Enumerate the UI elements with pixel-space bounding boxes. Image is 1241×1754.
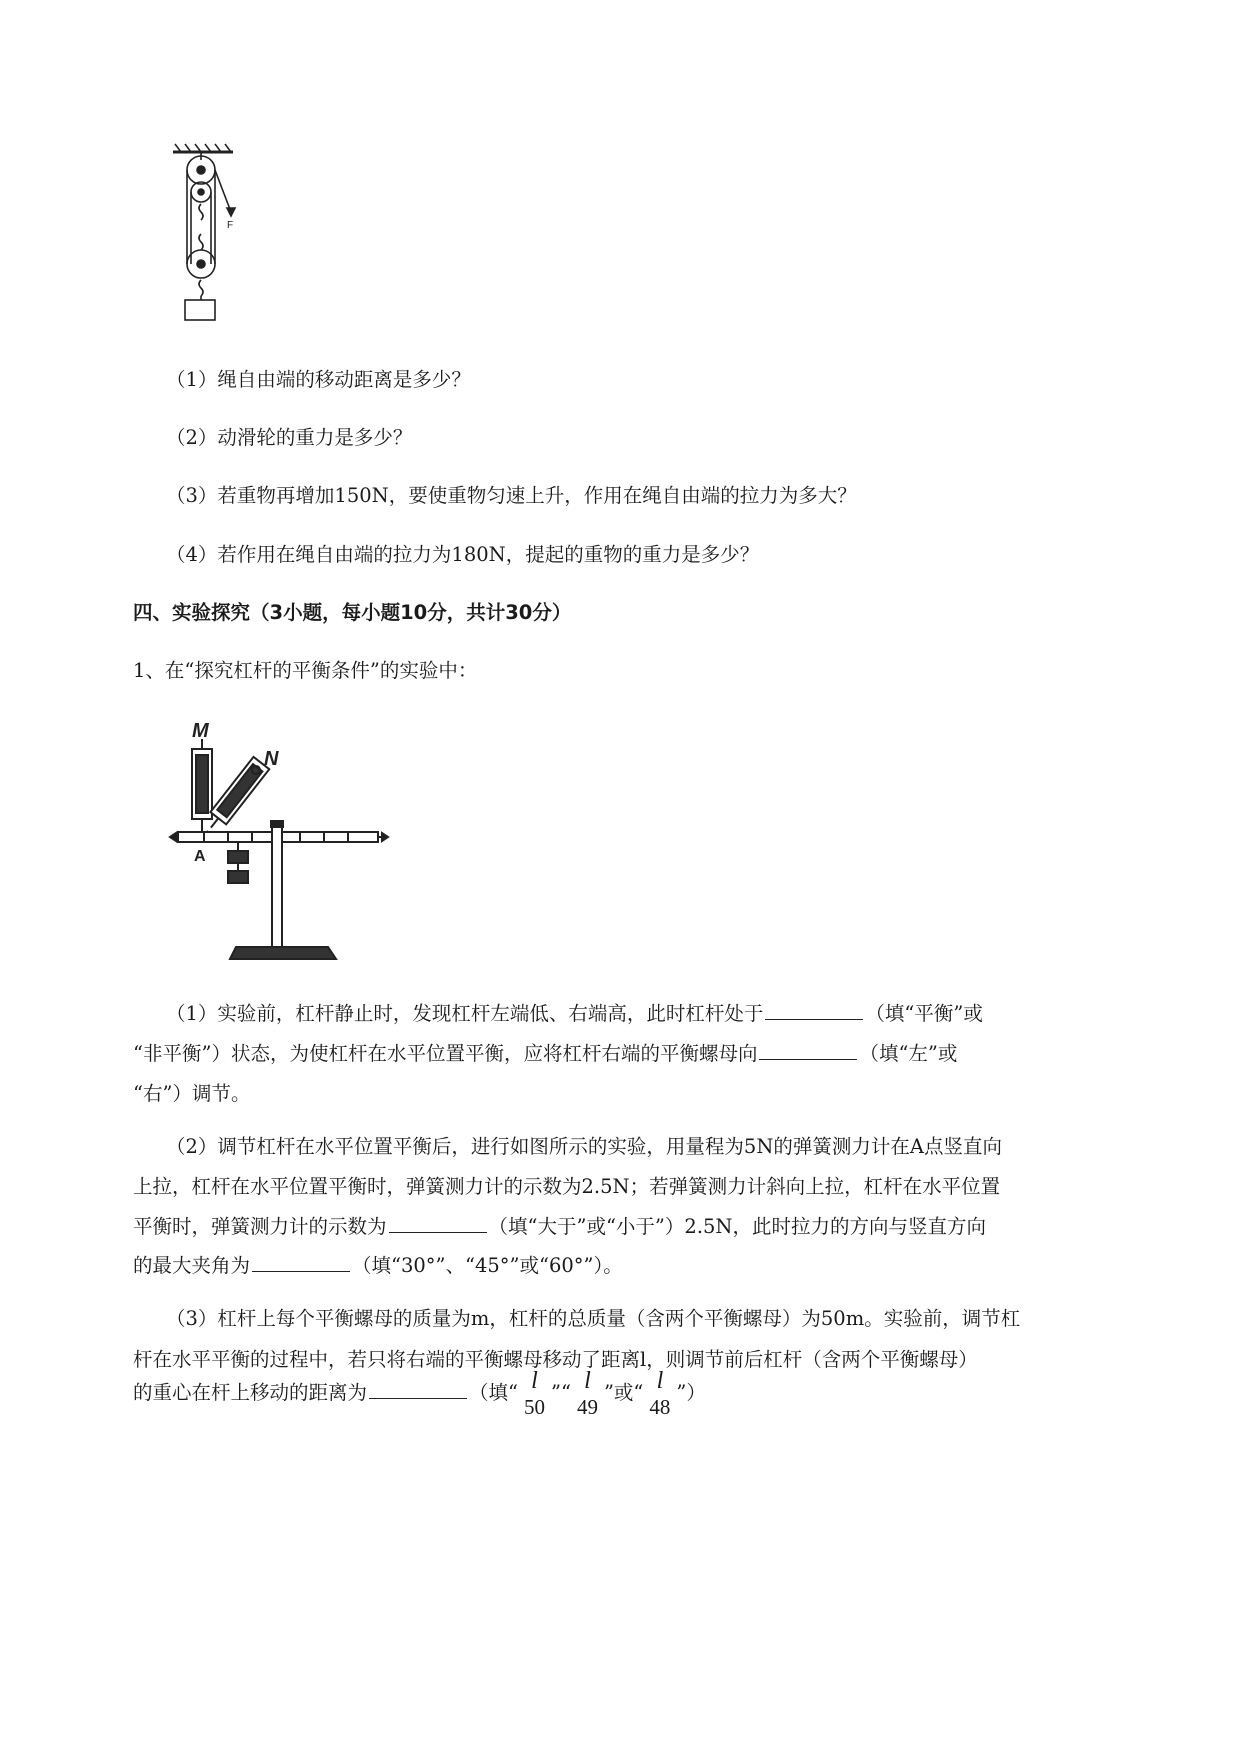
fraction-denominator: 50 [524,1394,545,1419]
q1-part1-text-c: “非平衡”）状态，为使杠杆在水平位置平衡，应将杠杆右端的平衡螺母向 [133,1042,758,1065]
q1-part1-text-b: （填“平衡”或 [865,1002,983,1025]
fraction-denominator: 48 [649,1394,671,1419]
fraction-numerator: l [656,1367,664,1394]
q1-part3-open-quote: （填“ [469,1381,518,1404]
lever-label-m: M [192,720,209,742]
q1-part2-line2: 上拉，杠杆在水平位置平衡时，弹簧测力计的示数为2.5N；若弹簧测力计斜向上拉，杠杆在水平位置 [133,1175,1001,1198]
answer-blank[interactable] [369,1378,467,1399]
pulley-question-1: （1）绳自由端的移动距离是多少？ [166,368,471,391]
answer-blank[interactable] [252,1251,350,1272]
q1-part1-line3: “右”）调节。 [133,1082,251,1105]
q1-part3-line2: 杆在水平平衡的过程中，若只将右端的平衡螺母移动了距离l，则调节前后杠杆（含两个平衡螺母） [133,1348,978,1371]
q1-part1-line2 [133,1039,957,1068]
section-heading: 四、实验探究（3小题，每小题10分，共计30分） [133,601,572,624]
q1-part1-text-d: （填“左”或 [859,1042,958,1065]
answer-blank[interactable] [389,1212,487,1233]
q1-part1-text-a: （1）实验前，杠杆静止时，发现杠杆左端低、右端高，此时杠杆处于 [166,1002,764,1025]
q1-part2-text-a: 平衡时，弹簧测力计的示数为 [133,1215,387,1238]
q1-part2-text-b: （填“大于”或“小于”）2.5N，此时拉力的方向与竖直方向 [488,1215,986,1238]
q1-part3-separator-2: ”或“ [603,1381,644,1404]
q1-part3-separator-1: ”“ [551,1381,571,1404]
q1-part2-line4 [133,1251,623,1280]
fraction-numerator: l [584,1367,591,1394]
question-1-intro: 1、在“探究杠杆的平衡条件”的实验中： [133,659,478,682]
q1-part3-text-a: 的重心在杆上移动的距离为 [133,1381,368,1404]
pulley-question-2: （2）动滑轮的重力是多少？ [166,426,413,449]
fraction-denominator: 49 [576,1394,598,1419]
pulley-force-label: F [227,220,234,231]
q1-part2-text-d: （填“30°”、“45°”或“60°”）。 [352,1254,623,1277]
fraction-numerator: l [531,1367,538,1394]
answer-blank[interactable] [759,1039,857,1060]
fraction-option-2 [577,1368,598,1420]
lever-figure [168,715,393,970]
answer-blank[interactable] [765,999,863,1020]
lever-label-n: N [264,748,279,770]
q1-part3-close-quote: ”） [676,1381,706,1404]
pulley-question-4: （4）若作用在绳自由端的拉力为180N，提起的重物的重力是多少？ [166,543,760,566]
q1-part1-line1 [166,999,983,1028]
q1-part3-line3 [133,1364,706,1422]
q1-part2-line3 [133,1212,986,1241]
q1-part3-line1: （3）杠杆上每个平衡螺母的质量为m，杠杆的总质量（含两个平衡螺母）为50m。实验前，调节杠 [166,1307,1021,1330]
lever-label-a: A [194,848,206,865]
pulley-question-3: （3）若重物再增加150N，要使重物匀速上升，作用在绳自由端的拉力为多大？ [166,484,857,507]
pulley-figure [165,140,255,330]
fraction-option-1 [524,1368,545,1420]
fraction-option-3 [649,1368,670,1420]
q1-part2-text-c: 的最大夹角为 [133,1254,251,1277]
q1-part2-line1: （2）调节杠杆在水平位置平衡后，进行如图所示的实验，用量程为5N的弹簧测力计在A点竖直向 [166,1135,1002,1158]
